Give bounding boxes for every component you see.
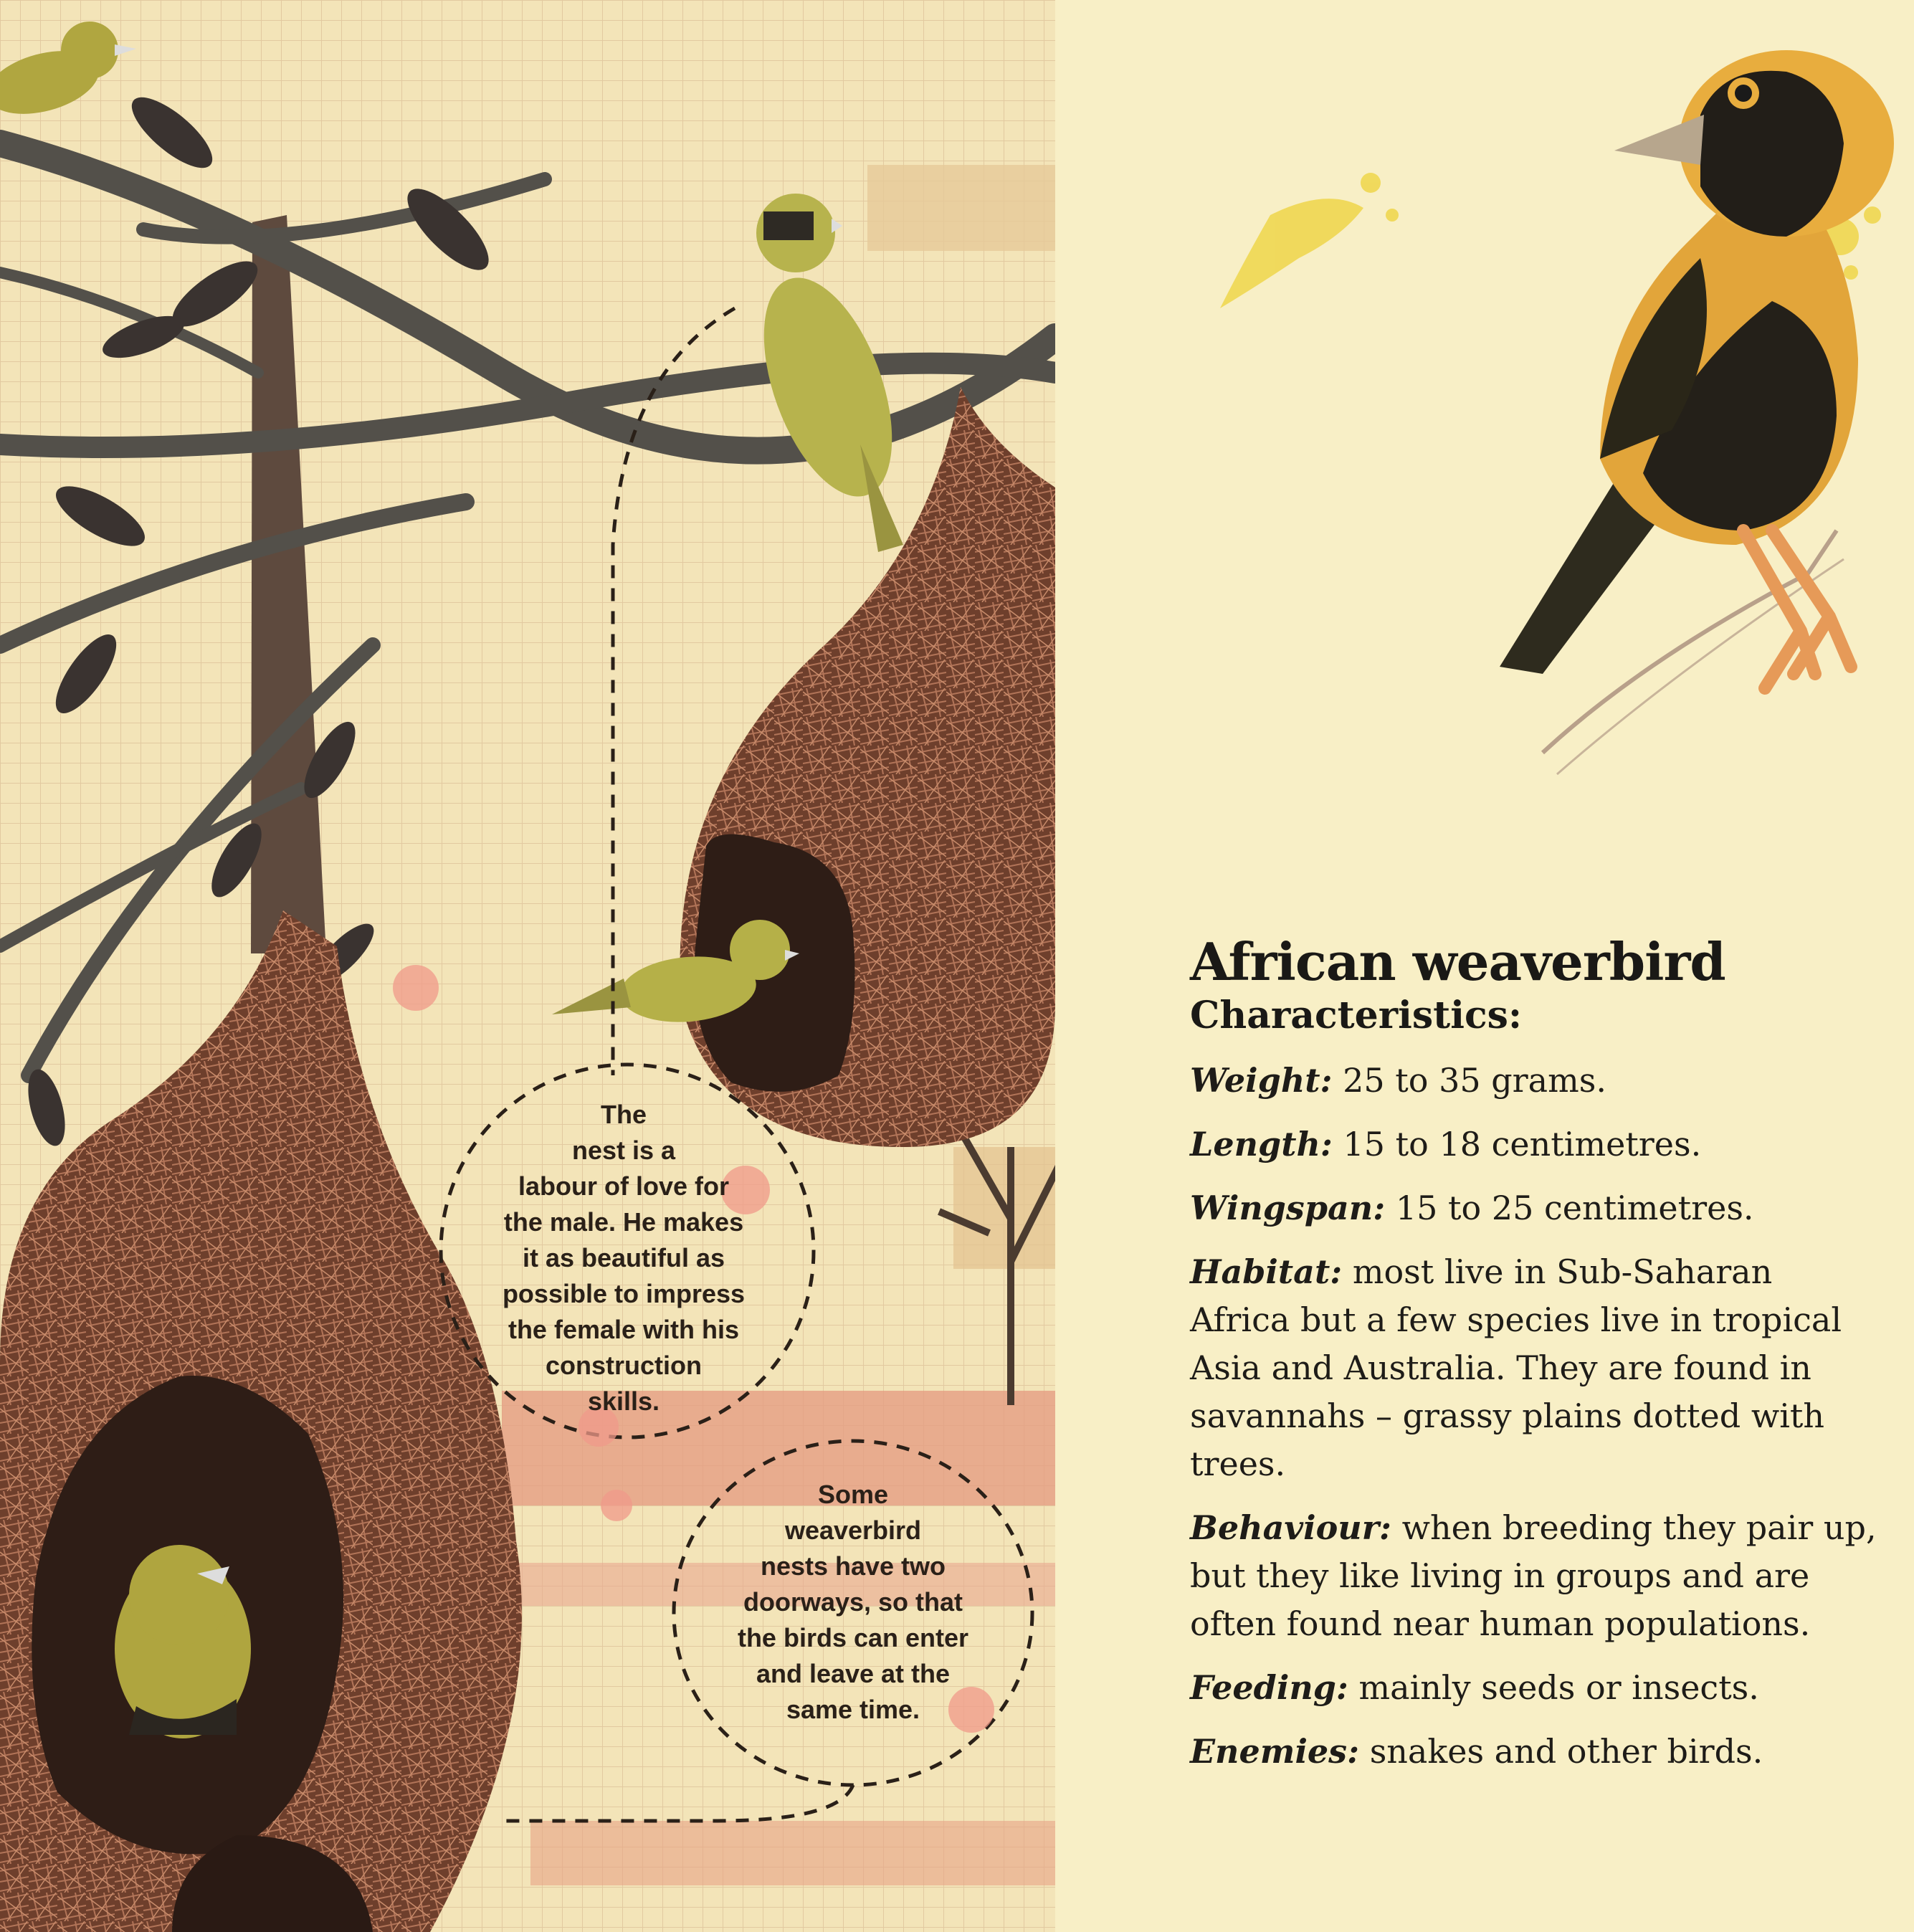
fact-label: Behaviour: xyxy=(1190,1508,1391,1547)
bubble-line: same time. xyxy=(786,1695,920,1724)
weaverbird-portrait xyxy=(1055,0,1914,896)
fact-label: Habitat: xyxy=(1190,1252,1343,1291)
fact-habitat xyxy=(1190,1248,1878,1488)
bubble-line: the male. He makes xyxy=(503,1207,744,1237)
fact-length xyxy=(1190,1120,1878,1169)
bubble-line: nests have two xyxy=(760,1551,946,1581)
two-doorways-bubble xyxy=(699,1477,1007,1728)
fact-text: snakes and other birds. xyxy=(1369,1732,1763,1771)
fact-feeding xyxy=(1190,1664,1878,1712)
bubble-line: The xyxy=(600,1100,647,1129)
section-heading: Characteristics: xyxy=(1190,994,1523,1037)
fact-label: Feeding: xyxy=(1190,1668,1348,1707)
fact-enemies xyxy=(1190,1728,1878,1776)
fact-text: 25 to 35 grams. xyxy=(1343,1061,1606,1100)
bubble-line: the birds can enter xyxy=(737,1623,969,1652)
fact-label: Enemies: xyxy=(1190,1732,1360,1771)
fact-label: Wingspan: xyxy=(1190,1189,1386,1227)
bubble-line: construction xyxy=(545,1351,702,1380)
fact-text: when breeding they pair up, but they like living in groups and are often found near human populations. xyxy=(1190,1508,1877,1643)
bubble-line: weaverbird xyxy=(784,1515,922,1545)
bubble-line: it as beautiful as xyxy=(522,1243,725,1272)
bubble-line: and leave at the xyxy=(756,1659,951,1688)
bubble-line: nest is a xyxy=(571,1136,676,1165)
characteristics-block xyxy=(1190,932,1878,1791)
fact-text: 15 to 18 centimetres. xyxy=(1343,1125,1702,1164)
bubble-line: Some xyxy=(817,1480,889,1509)
bubble-line: labour of love for xyxy=(518,1171,729,1201)
nest-love-bubble xyxy=(459,1097,789,1419)
bubble-line: skills. xyxy=(587,1386,660,1416)
page-title: African weaverbird xyxy=(1190,931,1725,992)
fact-label: Weight: xyxy=(1190,1061,1333,1100)
fact-wingspan xyxy=(1190,1184,1878,1232)
fact-label: Length: xyxy=(1190,1125,1333,1164)
info-panel xyxy=(1055,0,1914,1932)
bubble-line: doorways, so that xyxy=(743,1587,963,1617)
fact-behaviour xyxy=(1190,1504,1878,1648)
bubble-line: the female with his xyxy=(508,1315,740,1344)
fact-text: most live in Sub-Saharan Africa but a few species live in tropical Asia and Australia. They are found in savannahs – grassy plains dotted with trees. xyxy=(1190,1252,1842,1483)
fact-text: 15 to 25 centimetres. xyxy=(1395,1189,1754,1227)
fact-text: mainly seeds or insects. xyxy=(1358,1668,1759,1707)
fact-weight xyxy=(1190,1057,1878,1105)
bubble-line: possible to impress xyxy=(502,1279,746,1308)
